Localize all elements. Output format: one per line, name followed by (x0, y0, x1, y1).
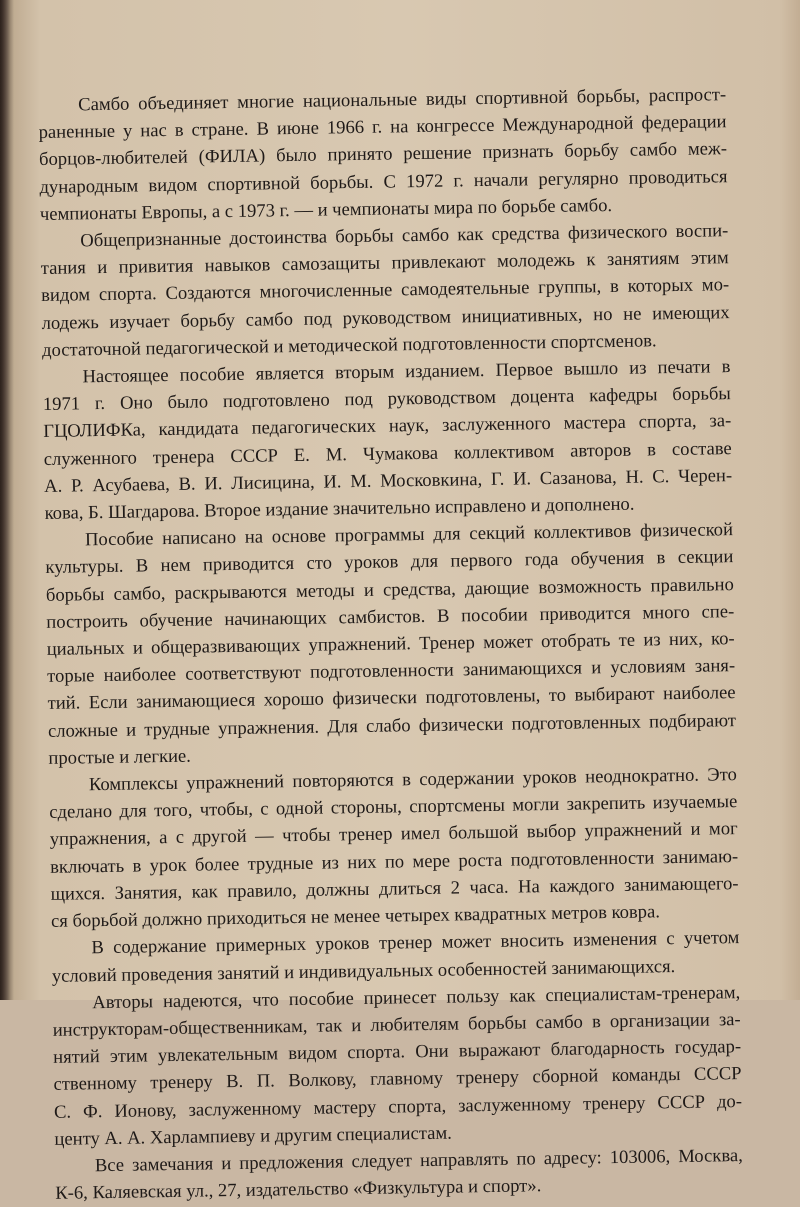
text-line: инструкторам-общественникам, так и любителям борьбы самбо в организации за- (52, 1008, 741, 1041)
paragraph-2 (40, 217, 730, 364)
text-line: Пособие написано на основе программы для секций коллективов физической (84, 519, 734, 551)
text-line: центу А. А. Харлампиеву и другим специалистам. (54, 1122, 452, 1150)
text-line: Настоящее пособие является вторым изданием. Первое вышло из печати в (82, 356, 731, 388)
text-line: Авторы надеются, что пособие принесет пользу как специалистам-тренерам, (92, 981, 741, 1013)
text-line: ственному тренеру В. П. Волкову, главному тренеру сборной команды СССР (53, 1063, 742, 1096)
paragraph-4 (45, 516, 737, 772)
text-line: Комплексы упражнений повторяются в содержании уроков неоднократно. Это (88, 764, 737, 796)
text-line: сделано для того, чтобы, с одной стороны, спортсмены могли закрепить изучаемые (49, 791, 738, 824)
text-line: тий. Если занимающиеся хорошо физически подготовлены, то выбирают наиболее (47, 682, 736, 715)
text-line: видом спорта. Создаются многочисленные самодеятельные группы, в которых мо- (41, 274, 730, 307)
page-binding-shadow (0, 0, 14, 1000)
paragraph-1 (38, 81, 728, 228)
text-line: торые наиболее соответствуют подготовленности занимающихся и условиям заня- (47, 655, 736, 688)
text-line: нятий этим увлекательным видом спорта. Они выражают благодарность государ- (53, 1036, 742, 1068)
text-line: ся борьбой должно приходиться не менее четырех квадратных метров ковра. (50, 901, 661, 932)
text-line: лодежь изучает борьбу самбо под руководством инициативных, но не имеющих (41, 301, 730, 334)
text-line: циальных и общеразвивающих упражнений. Тренер может отобрать те из них, ко- (46, 628, 735, 660)
text-line: упражнения, а с другой — чтобы тренер имел большой выбор упражнений и мог (49, 818, 738, 851)
text-line: тания и привития навыков самозащиты привлекают молодежь к занятиям этим (40, 247, 729, 280)
text-line: достаточной педагогической и методической подготовленности спортсменов. (41, 330, 657, 361)
text-line: Общепризнанные достоинства борьбы самбо как средства физического воспи- (80, 220, 729, 252)
page-text-block (38, 81, 743, 1207)
text-line: К-6, Каляевская ул., 27, издательство «Физкультура и спорт». (55, 1175, 542, 1204)
text-line: чемпионаты Европы, а с 1973 г. — и чемпионаты мира по борьбе самбо. (39, 194, 613, 225)
text-line: 1971 г. Оно было подготовлено под руководством доцента кафедры борьбы (42, 383, 731, 416)
text-line: Самбо объединяет многие национальные виды спортивной борьбы, распрост- (78, 84, 727, 116)
text-line: кова, Б. Шагдарова. Второе издание значительно исправлено и дополнено. (44, 493, 635, 524)
text-line: Все замечания и предложения следует направлять по адресу: 103006, Москва, (94, 1144, 743, 1177)
text-line: борьбы самбо, раскрываются методы и средства, дающие возможность правильно (45, 573, 734, 606)
text-line: А. Р. Асубаева, В. И. Лисицина, И. М. Московкина, Г. И. Сазанова, Н. С. Черен- (44, 464, 733, 497)
text-line: служенного тренера СССР Е. М. Чумакова коллективом авторов в составе (43, 437, 732, 470)
text-line: борцов-любителей (ФИЛА) было принято решение признать борьбу самбо меж- (38, 138, 728, 171)
paragraph-7 (52, 979, 742, 1153)
text-line: раненные у нас в стране. В июне 1966 г. на конгрессе Международной федерации (38, 111, 727, 144)
text-line: сложные и трудные упражнения. Для слабо физически подготовленных подбирают (47, 709, 737, 742)
text-line: В содержание примерных уроков тренер может вносить изменения с учетом (91, 927, 740, 959)
paragraph-3 (42, 353, 732, 527)
text-line: условий проведения занятий и индивидуальных особенностей занимающихся. (51, 955, 676, 987)
text-line: простые и легкие. (48, 745, 192, 769)
text-line: С. Ф. Ионову, заслуженному мастеру спорта, заслуженному тренеру СССР до- (53, 1090, 743, 1123)
text-line: щихся. Занятия, как правило, должны длиться 2 часа. На каждого занимающего- (50, 872, 739, 905)
paragraph-5 (49, 761, 739, 935)
text-line: ГЦОЛИФКа, кандидата педагогических наук, заслуженного мастера спорта, за- (43, 410, 732, 443)
text-line: построить обучение начинающих самбистов. В пособии приводится много спе- (46, 600, 735, 633)
paragraph-8 (55, 1142, 744, 1207)
text-line: включать в урок более трудные из них по мере роста подготовленности занимаю- (50, 845, 739, 878)
text-line: дународным видом спортивной борьбы. С 1972 г. начали регулярно проводиться (39, 165, 728, 198)
text-line: культуры. В нем приводится сто уроков для первого года обучения в секции (45, 546, 734, 579)
